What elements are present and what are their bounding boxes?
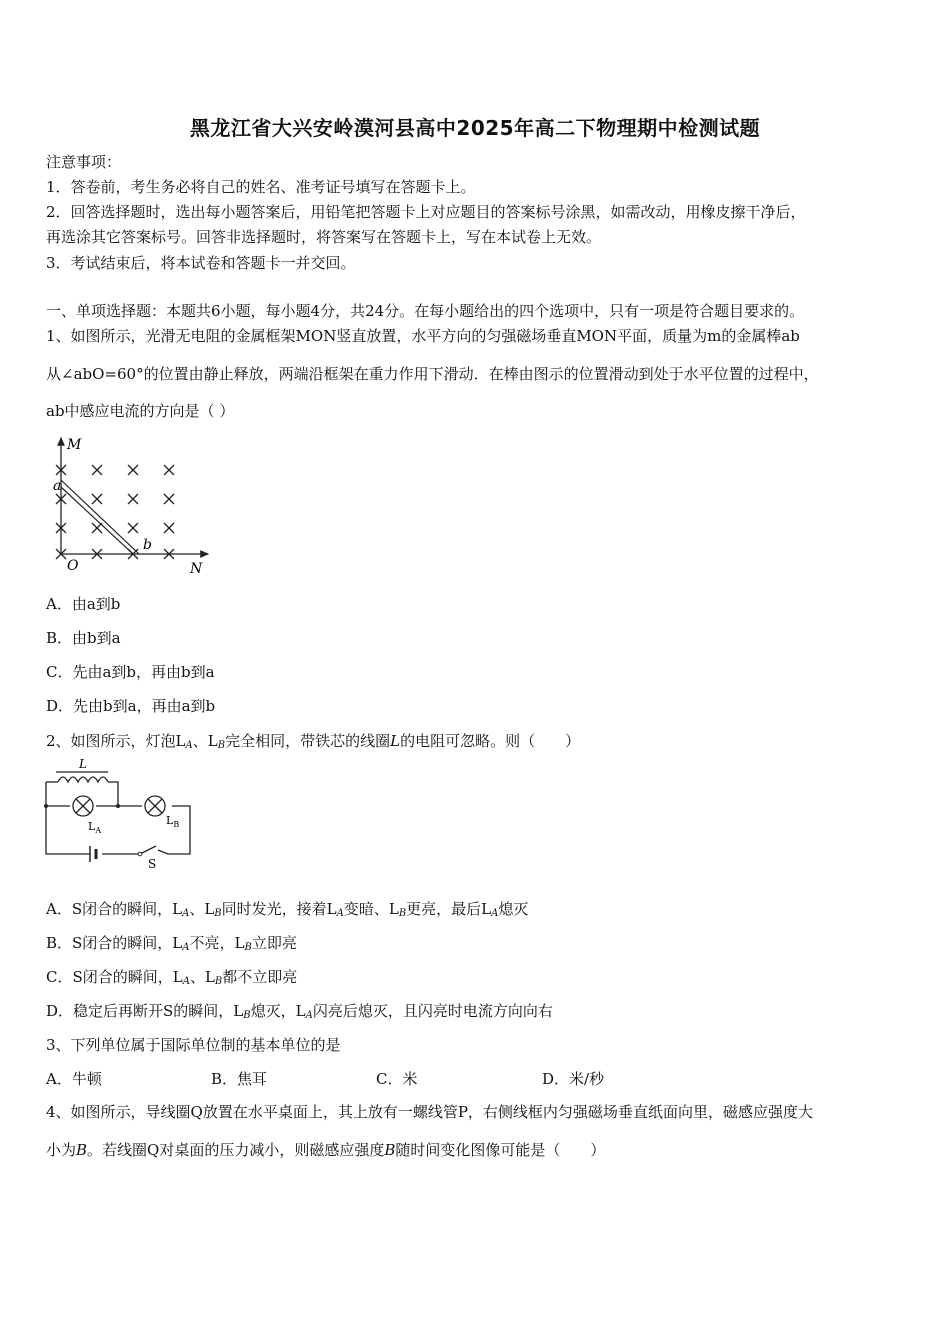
q1-figure <box>44 432 214 580</box>
q2-option-c: C．S闭合的瞬间，$L_A$、$L_B$都不立即亮 <box>46 968 298 987</box>
svg-text:LA: $L_A$ <box>88 820 102 835</box>
q1-stem-line2: 从∠abO=60°的位置由静止释放，两端沿框架在重力作用下滑动．在棒由图示的位置滑动到处于水平位置的过程中， <box>46 365 819 383</box>
q2-stem: 2、如图所示，灯泡$L_A$、$L_B$完全相同，带铁芯的线圈L的电阻可忽略。则（ ） <box>46 732 581 751</box>
q4-stem-line1: 4、如图所示，导线圈Q放置在水平桌面上，其上放有一螺线管P，右侧线框内匀强磁场垂直纸面向里，磁感应强度大 <box>46 1103 813 1121</box>
section-heading: 一、单项选择题：本题共6小题，每小题4分，共24分。在每小题给出的四个选项中，只有一项是符合题目要求的。 <box>46 302 805 320</box>
notice-heading: 注意事项： <box>46 153 122 171</box>
q1-option-b: B．由b到a <box>46 629 121 647</box>
q3-option-a: A．牛顿 <box>46 1070 102 1088</box>
q1-option-d: D．先由b到a，再由a到b <box>46 697 216 715</box>
svg-text:LB: $L_B$ <box>166 814 180 829</box>
q2-circuit-figure <box>40 758 200 870</box>
q3-options <box>46 1068 686 1088</box>
q3-option-c: C．米 <box>376 1070 418 1088</box>
label-LB: L <box>166 814 174 827</box>
label-N: N <box>190 561 203 577</box>
notice-item-3: 3．考试结束后，将本试卷和答题卡一并交回。 <box>46 254 356 272</box>
q1-option-a: A．由a到b <box>46 595 121 613</box>
notice-item-2: 2．回答选择题时，选出每小题答案后，用铅笔把答题卡上对应题目的答案标号涂黑，如需改动，用橡皮擦干净后， <box>46 203 806 221</box>
label-a: a <box>53 478 62 494</box>
label-O: O <box>67 558 79 574</box>
q2-option-a: A．S闭合的瞬间，$L_A$、$L_B$同时发光，接着$L_A$变暗、$L_B$更亮，最后$L_A$熄灭 <box>46 900 529 919</box>
q2-option-d: D．稳定后再断开S的瞬间，$L_B$熄灭，$L_A$闪亮后熄灭，且闪亮时电流方向向右 <box>46 1002 553 1021</box>
q3-option-b: B．焦耳 <box>211 1070 268 1088</box>
notice-item-2-cont: 再选涂其它答案标号。回答非选择题时，将答案写在答题卡上，写在本试卷上无效。 <box>46 228 602 246</box>
q1-stem-line3: ab中感应电流的方向是（ ） <box>46 402 235 420</box>
q3-option-d: D．米/秒 <box>542 1070 605 1088</box>
page-title: 黑龙江省大兴安岭漠河县高中2025年高二下物理期中检测试题 <box>189 116 761 140</box>
label-LA: L <box>88 820 96 833</box>
q1-option-c: C．先由a到b，再由b到a <box>46 663 215 681</box>
q2-option-b: B．S闭合的瞬间，$L_A$不亮，$L_B$立即亮 <box>46 934 297 953</box>
label-coil-L: L <box>79 758 87 771</box>
label-M: M <box>67 437 82 453</box>
metal-rod-ab <box>61 480 139 554</box>
q4-stem-line2: 小为B。若线圈Q对桌面的压力减小，则磁感应强度B随时间变化图像可能是（ ） <box>46 1141 606 1159</box>
label-b: b <box>143 537 152 553</box>
q3-stem: 3、下列单位属于国际单位制的基本单位的是 <box>46 1036 341 1054</box>
notice-item-1: 1．答卷前，考生务必将自己的姓名、准考证号填写在答题卡上。 <box>46 178 476 196</box>
label-switch-S: S <box>148 857 157 870</box>
q1-stem-line1: 1、如图所示，光滑无电阻的金属框架MON竖直放置，水平方向的匀强磁场垂直MON平面，质量为m的金属棒ab <box>46 327 800 345</box>
magnetic-field-crosses <box>56 465 174 559</box>
